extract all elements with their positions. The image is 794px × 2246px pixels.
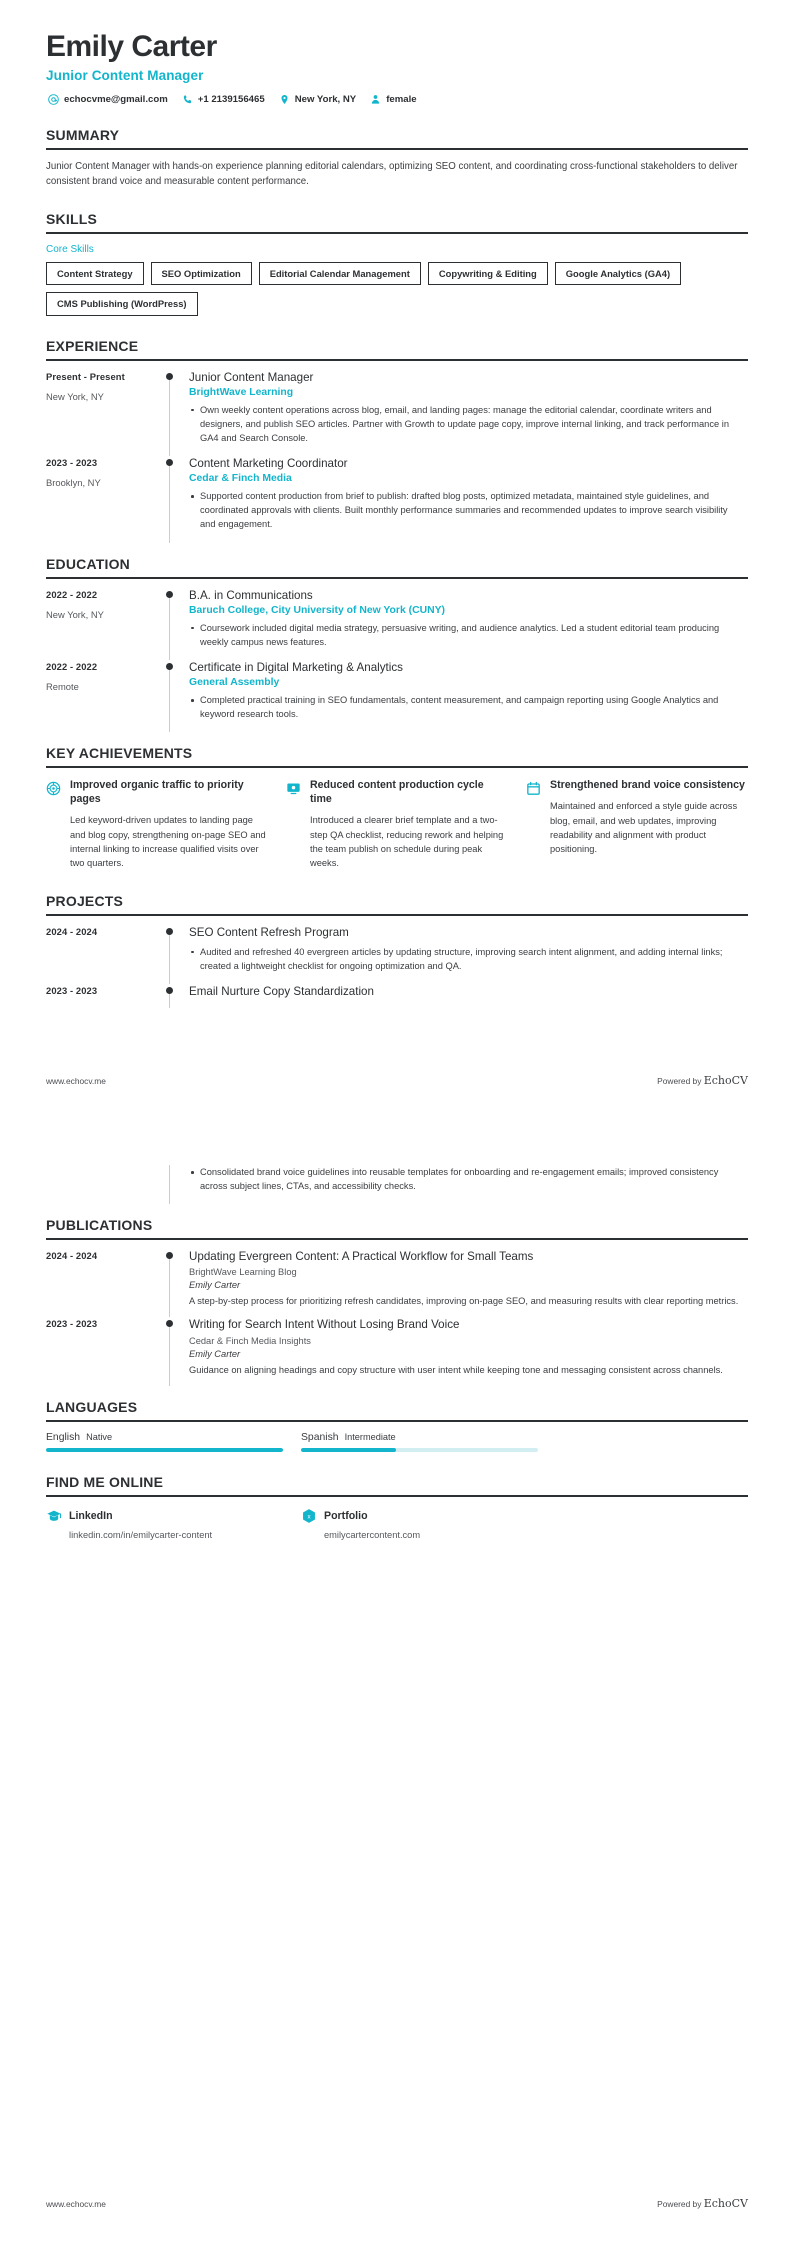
achievement-title: Reduced content production cycle time (310, 779, 484, 806)
publication-author: Emily Carter (189, 1348, 241, 1359)
timeline-marker (165, 588, 189, 651)
contact-phone[interactable] (182, 94, 265, 105)
achievement-description: Introduced a clearer brief template and a two-step QA checklist, reducing rework and helping the team publish on schedule during peak weeks. (310, 815, 504, 869)
section-experience (46, 338, 748, 534)
achievement-description: Maintained and enforced a style guide across blog, email, and web updates, improving readability and alignment with product positioning. (550, 801, 738, 855)
timeline-dot (166, 373, 173, 380)
find-me-online-heading: FIND ME ONLINE (46, 1473, 164, 1490)
language-name: Spanish (301, 1431, 339, 1443)
bullet-item: Coursework included digital media strategy, persuasive writing, and audience analytics. Led a student editorial team producing weekly campus news features. (189, 621, 744, 649)
entry-meta (46, 588, 165, 651)
find-me-online-grid (46, 1508, 748, 1540)
summary-divider (46, 148, 748, 150)
bullet-item: Supported content production from brief to publish: drafted blog posts, optimized metadata, maintained style guidelines, and coordinated approvals with clients. Built monthly performance summaries and recommended updates to improve search visibility and engagement. (189, 489, 744, 531)
footer-url[interactable]: www.echocv.me (46, 2199, 106, 2209)
skills-divider (46, 232, 748, 234)
footer-brand-name: EchoCV (703, 1074, 748, 1087)
contact-phone-text: +1 2139156465 (197, 93, 265, 105)
achievement-description: Led keyword-driven updates to landing page and blog copy, strengthening on-page SEO and internal linking to increase qualified visits over two quarters. (70, 815, 266, 869)
entry-meta (46, 925, 165, 975)
entry-bullets (189, 693, 744, 721)
language-head (301, 1432, 538, 1443)
link-url[interactable]: emilycartercontent.com (324, 1529, 421, 1540)
summary-heading: SUMMARY (46, 126, 120, 143)
section-key-achievements (46, 745, 748, 871)
publication-name: Writing for Search Intent Without Losing Brand Voice (189, 1318, 460, 1332)
timeline-marker (165, 1317, 189, 1376)
link-url[interactable]: linkedin.com/in/emilycarter-content (69, 1529, 213, 1540)
key-achievements-divider (46, 766, 748, 768)
education-entry (46, 588, 748, 651)
language-proficiency-fill (46, 1448, 283, 1452)
language-head (46, 1432, 283, 1443)
calendar-icon (526, 779, 542, 796)
section-education (46, 556, 748, 724)
skill-chip: Google Analytics (GA4) (555, 262, 681, 285)
entry-bullets (189, 489, 744, 531)
publications-divider (46, 1238, 748, 1240)
entry-role: Content Marketing Coordinator (189, 457, 348, 471)
bullet-item: Completed practical training in SEO fundamentals, content measurement, and campaign reporting using Google Analytics and keyword research tools. (189, 693, 744, 721)
find-me-online-divider (46, 1495, 748, 1497)
timeline-dot (166, 1252, 173, 1259)
language-level: Native (86, 1431, 113, 1442)
section-skills (46, 211, 748, 316)
experience-entry (46, 370, 748, 447)
publications-heading: PUBLICATIONS (46, 1217, 153, 1234)
contact-email-text: echocvme@gmail.com (64, 93, 168, 105)
achievement-body (310, 779, 508, 871)
entry-date: 2024 - 2024 (46, 1250, 98, 1262)
contact-location-text: New York, NY (294, 93, 357, 105)
entry-institution: General Assembly (189, 676, 280, 688)
entry-location: Brooklyn, NY (46, 477, 101, 489)
language-proficiency-bar (46, 1448, 283, 1452)
online-profile-linkedin[interactable] (46, 1508, 283, 1540)
entry-date: Present - Present (46, 370, 125, 382)
project-name: SEO Content Refresh Program (189, 925, 349, 939)
entry-body (189, 370, 748, 447)
publication-entry (46, 1317, 748, 1376)
project-entry-continued (46, 1165, 748, 1195)
location-pin-icon (279, 94, 290, 105)
timeline-marker (165, 1165, 189, 1195)
entry-meta (46, 456, 165, 533)
hexagon-badge-icon (301, 1508, 317, 1524)
entry-bullets (189, 621, 744, 649)
projects-continued (46, 1123, 748, 1195)
entry-body (189, 1317, 748, 1376)
entry-body (189, 660, 748, 723)
entry-meta (46, 370, 165, 447)
contact-gender (370, 94, 416, 105)
entry-body (189, 925, 748, 975)
education-divider (46, 577, 748, 579)
contact-location (279, 94, 357, 105)
languages-divider (46, 1420, 748, 1422)
achievement-title: Strengthened brand voice consistency (550, 779, 745, 792)
timeline-dot (166, 987, 173, 994)
publication-publisher: BrightWave Learning Blog (189, 1267, 297, 1278)
link-head (46, 1508, 283, 1524)
entry-date: 2022 - 2022 (46, 588, 98, 600)
section-find-me-online (46, 1474, 748, 1540)
timeline-dot (166, 459, 173, 466)
timeline-dot (166, 591, 173, 598)
timeline-marker (165, 370, 189, 447)
timeline-line (169, 460, 170, 542)
project-entry (46, 925, 748, 975)
timeline-dot (166, 663, 173, 670)
resume-page-2 (0, 1123, 794, 2246)
entry-meta (46, 1317, 165, 1376)
skills-chip-list (46, 262, 748, 316)
graduation-cap-icon (46, 1508, 62, 1524)
page-footer (46, 1074, 748, 1087)
timeline-dot (166, 1320, 173, 1327)
footer-url[interactable]: www.echocv.me (46, 1076, 106, 1086)
entry-organization: Cedar & Finch Media (189, 473, 292, 485)
languages-heading: LANGUAGES (46, 1398, 138, 1415)
skill-chip: Editorial Calendar Management (259, 262, 421, 285)
entry-location: New York, NY (46, 390, 104, 402)
timeline-marker (165, 660, 189, 723)
entry-body (189, 1165, 748, 1195)
entry-bullets (189, 945, 744, 973)
link-label: LinkedIn (69, 1509, 113, 1522)
experience-heading: EXPERIENCE (46, 337, 139, 354)
language-item (301, 1432, 538, 1452)
language-proficiency-bar (301, 1448, 538, 1452)
skill-chip: CMS Publishing (WordPress) (46, 292, 198, 315)
publication-entry (46, 1249, 748, 1308)
timeline-marker (165, 984, 189, 999)
skills-group-label: Core Skills (46, 244, 94, 256)
language-level: Intermediate (344, 1431, 396, 1442)
timeline-line (169, 1253, 170, 1317)
entry-meta (46, 1165, 165, 1195)
timeline-line (169, 592, 170, 660)
entry-body (189, 588, 748, 651)
entry-date: 2022 - 2022 (46, 660, 98, 672)
entry-meta (46, 984, 165, 999)
footer-powered-by-label: Powered by (657, 2199, 702, 2209)
email-icon (48, 94, 59, 105)
skill-chip: SEO Optimization (151, 262, 252, 285)
language-item (46, 1432, 283, 1452)
entry-meta (46, 660, 165, 723)
bullet-item: Own weekly content operations across blog, email, and landing pages: manage the editorial calendar, coordinate writers and designers, and publish SEO articles. Partner with Growth to update page copy, improve internal linking, and track performance in GA4 and Search Console. (189, 403, 744, 445)
entry-bullets (189, 403, 744, 445)
publication-publisher: Cedar & Finch Media Insights (189, 1335, 311, 1346)
achievement-body (550, 779, 748, 857)
monitor-icon (286, 779, 302, 796)
education-entry (46, 660, 748, 723)
entry-body (189, 1249, 748, 1308)
candidate-job-title: Junior Content Manager (46, 67, 204, 83)
achievement-card (286, 779, 508, 871)
entry-institution: Baruch College, City University of New York (CUNY) (189, 604, 445, 616)
section-projects (46, 893, 748, 999)
phone-icon (182, 94, 193, 105)
entry-location: Remote (46, 680, 79, 692)
education-heading: EDUCATION (46, 555, 130, 572)
timeline-dot (166, 928, 173, 935)
section-publications (46, 1217, 748, 1376)
timeline-marker (165, 456, 189, 533)
entry-meta (46, 1249, 165, 1308)
experience-divider (46, 359, 748, 361)
publication-description: A step-by-step process for prioritizing refresh candidates, improving on-page SEO, and measuring results with clear reporting metrics. (189, 1296, 739, 1307)
publication-name: Updating Evergreen Content: A Practical Workflow for Small Teams (189, 1250, 534, 1264)
entry-degree: B.A. in Communications (189, 588, 313, 602)
bullet-item: Audited and refreshed 40 evergreen articles by updating structure, improving search intent alignment, and adding internal links; created a lightweight checklist for ongoing optimization and QA. (189, 945, 744, 973)
online-profile-portfolio[interactable] (301, 1508, 538, 1540)
footer-brand (657, 1074, 748, 1087)
project-entry (46, 984, 748, 999)
key-achievements-heading: KEY ACHIEVEMENTS (46, 745, 193, 762)
achievement-card (46, 779, 268, 871)
contact-email[interactable] (48, 94, 168, 105)
timeline-marker (165, 1249, 189, 1308)
candidate-name: Emily Carter (46, 30, 217, 63)
summary-text: Junior Content Manager with hands-on experience planning editorial calendars, optimizing SEO content, and coordinating cross-functional stakeholders to deliver consistent brand voice and measurable content performance. (46, 160, 738, 187)
entry-location: New York, NY (46, 608, 104, 620)
timeline-line (169, 1165, 170, 1204)
bullet-item: Consolidated brand voice guidelines into reusable templates for onboarding and re-engagement emails; improved consistency across subject lines, CTAs, and accessibility checks. (189, 1165, 744, 1193)
languages-grid (46, 1432, 748, 1452)
entry-body (189, 984, 748, 999)
timeline-line (169, 664, 170, 732)
skill-chip: Copywriting & Editing (428, 262, 548, 285)
projects-heading: PROJECTS (46, 892, 124, 909)
publication-description: Guidance on aligning headings and copy structure with user intent while keeping tone and messaging consistent across channels. (189, 1364, 723, 1375)
skills-heading: SKILLS (46, 211, 97, 228)
timeline-line (169, 1321, 170, 1385)
contact-gender-text: female (386, 93, 417, 105)
publication-author: Emily Carter (189, 1280, 241, 1291)
person-icon (370, 94, 381, 105)
achievement-title: Improved organic traffic to priority pages (70, 779, 244, 806)
skill-chip: Content Strategy (46, 262, 144, 285)
entry-degree: Certificate in Digital Marketing & Analytics (189, 660, 403, 674)
entry-bullets (189, 1165, 744, 1193)
timeline-line (169, 929, 170, 984)
page-footer (46, 2197, 748, 2210)
projects-divider (46, 914, 748, 916)
link-head (301, 1508, 538, 1524)
footer-powered-by-label: Powered by (657, 1076, 702, 1086)
experience-entry (46, 456, 748, 533)
timeline-line (169, 374, 170, 456)
entry-date: 2024 - 2024 (46, 925, 98, 937)
entry-body (189, 456, 748, 533)
language-proficiency-fill (301, 1448, 396, 1452)
project-name: Email Nurture Copy Standardization (189, 985, 374, 999)
entry-date: 2023 - 2023 (46, 985, 98, 997)
svg-text:x: x (307, 1512, 311, 1520)
resume-header (46, 0, 748, 105)
language-name: English (46, 1431, 81, 1443)
entry-organization: BrightWave Learning (189, 386, 294, 398)
footer-brand (657, 2197, 748, 2210)
entry-date: 2023 - 2023 (46, 1318, 98, 1330)
section-languages (46, 1399, 748, 1452)
entry-role: Junior Content Manager (189, 370, 314, 384)
key-achievements-grid (46, 779, 748, 871)
entry-date: 2023 - 2023 (46, 457, 98, 469)
achievement-card (526, 779, 748, 871)
link-label: Portfolio (324, 1509, 368, 1522)
globe-gear-icon (46, 779, 62, 796)
timeline-marker (165, 925, 189, 975)
contact-row (46, 94, 748, 105)
achievement-body (70, 779, 268, 871)
section-summary (46, 127, 748, 190)
footer-brand-name: EchoCV (703, 2197, 748, 2210)
